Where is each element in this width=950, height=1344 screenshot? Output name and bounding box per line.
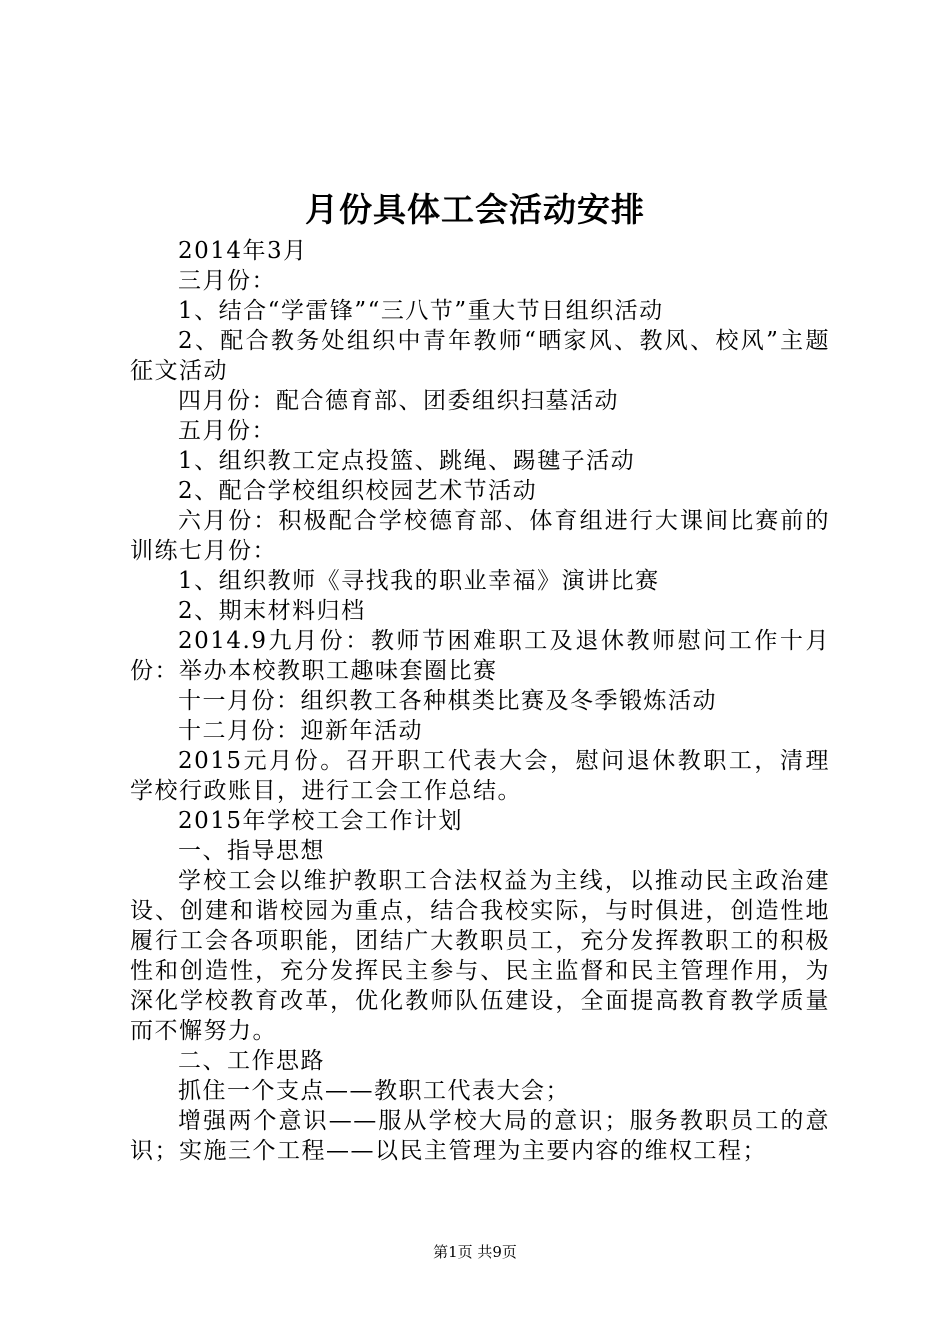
paragraph-march-heading: 三月份： <box>178 268 276 294</box>
paragraph-march-item-2: 2、配合教务处组织中青年教师“晒家风、教风、校风”主题征文活动 <box>130 328 830 384</box>
paragraph-january: 2015元月份。召开职工代表大会，慰问退休教职工，清理学校行政账目，进行工会工作总结。 <box>130 748 830 804</box>
paragraph-work-approach-1: 抓住一个支点——教职工代表大会； <box>178 1078 570 1104</box>
paragraph-may-item-2: 2、配合学校组织校园艺术节活动 <box>178 478 538 504</box>
paragraph-guiding-thought: 学校工会以维护教职工合法权益为主线，以推动民主政治建设、创建和谐校园为重点，结合我校实际，与时俱进，创造性地履行工会各项职能，团结广大教职员工，充分发挥教职工的积极性和创造性，充分发挥民主参与、民主监督和民主管理作用，为深化学校教育改革，优化教师队伍建设，全面提高教育教学质量而不懈努力。 <box>130 868 830 1044</box>
page-number-footer: 第1页 共9页 <box>433 1243 517 1261</box>
paragraph-july-item-1: 1、组织教师《寻找我的职业幸福》演讲比赛 <box>178 568 660 594</box>
paragraph-december: 十二月份：迎新年活动 <box>178 718 423 744</box>
paragraph-march-item-1: 1、结合“学雷锋”“三八节”重大节日组织活动 <box>178 298 664 324</box>
paragraph-july-item-2: 2、期末材料归档 <box>178 598 366 624</box>
document-body <box>130 236 830 1166</box>
paragraph-june-july: 六月份：积极配合学校德育部、体育组进行大课间比赛前的训练七月份： <box>130 508 830 564</box>
section-heading-guiding-thought: 一、指导思想 <box>178 838 325 864</box>
paragraph-may-item-1: 1、组织教工定点投篮、跳绳、踢毽子活动 <box>178 448 636 474</box>
paragraph-date: 2014年3月 <box>178 238 308 264</box>
section-heading-work-approach: 二、工作思路 <box>178 1048 325 1074</box>
paragraph-april: 四月份：配合德育部、团委组织扫墓活动 <box>178 388 619 414</box>
paragraph-may-heading: 五月份： <box>178 418 276 444</box>
paragraph-november: 十一月份：组织教工各种棋类比赛及冬季锻炼活动 <box>178 688 717 714</box>
paragraph-work-approach-2: 增强两个意识——服从学校大局的意识；服务教职员工的意识；实施三个工程——以民主管理为主要内容的维权工程； <box>130 1108 830 1164</box>
document-title: 月份具体工会活动安排 <box>305 190 645 229</box>
paragraph-september-october: 2014.9九月份：教师节困难职工及退休教师慰问工作十月份：举办本校教职工趣味套圈比赛 <box>130 628 830 684</box>
paragraph-plan-title: 2015年学校工会工作计划 <box>178 808 464 834</box>
